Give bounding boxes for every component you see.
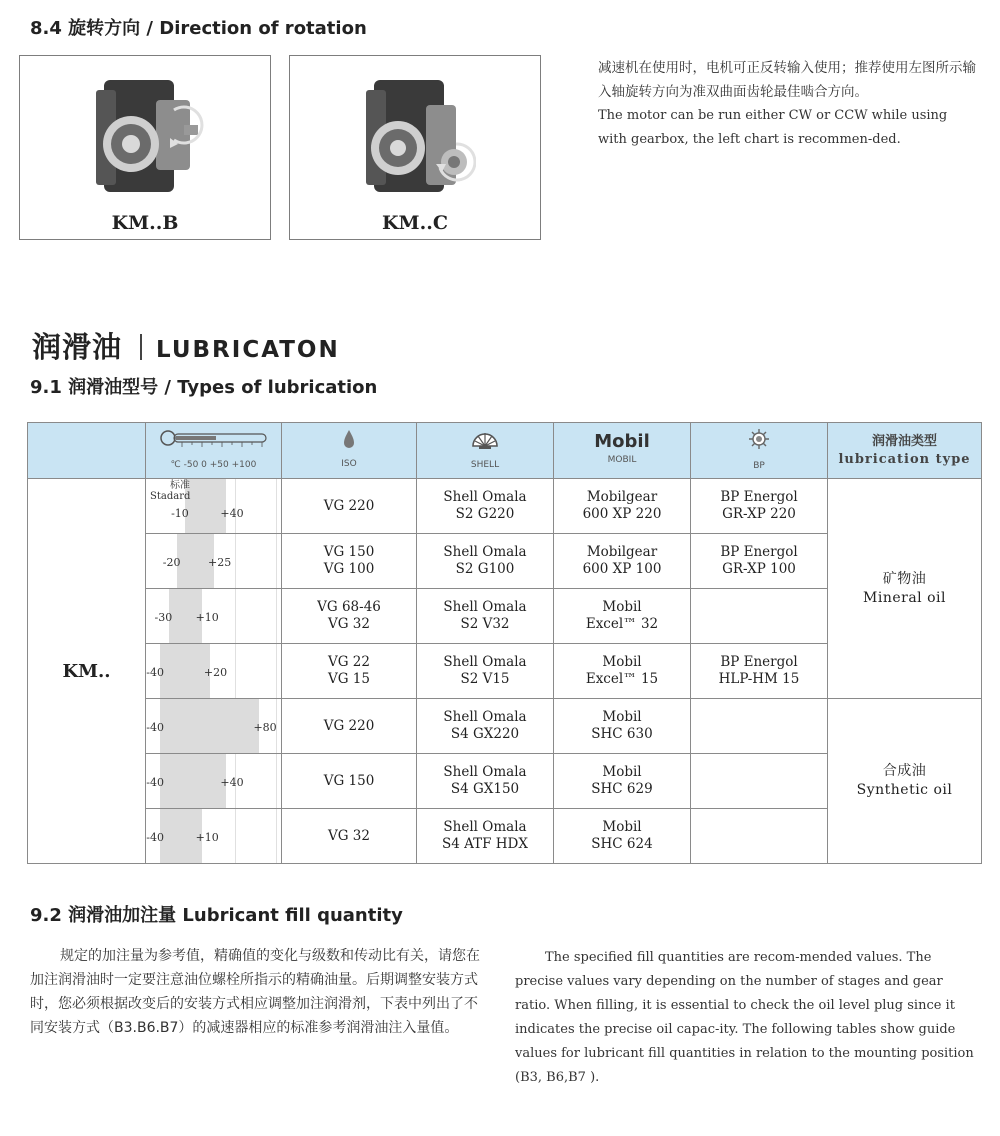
- mobil-cell: [554, 479, 691, 534]
- temperature-range-cell: [146, 534, 282, 589]
- shell-logo-icon: [470, 428, 500, 450]
- standard-label: [150, 480, 190, 502]
- model-cell: KM..: [28, 479, 146, 864]
- temperature-max-label: +10: [195, 831, 219, 844]
- iso-line: VG 150: [323, 772, 375, 789]
- iso-cell: [282, 644, 417, 699]
- header-iso-label: ISO: [341, 458, 357, 469]
- shell-line: S4 GX150: [450, 781, 520, 797]
- grid-line: [235, 589, 236, 643]
- image-caption: KM..B: [111, 212, 179, 234]
- temperature-range-cell: [146, 589, 282, 644]
- iso-cell: [282, 589, 417, 644]
- iso-line: VG 32: [327, 616, 370, 632]
- fill-text-cn: 规定的加注量为参考值，精确值的变化与级数和传动比有关，请您在加注润滑油时一定要注意油位螺栓所指示的精确油量。后期调整安装方式时，您必须根据改变后的安装方式相应调整加注润滑剂，下表中列出了不同安装方式（B3.B6.B7）的减速器相应的标准参考润滑油注入量值。: [30, 948, 480, 1036]
- mobil-line: SHC 629: [591, 781, 653, 797]
- table-header-row: [28, 423, 982, 479]
- image-caption: KM..C: [382, 212, 448, 234]
- header-shell: [417, 423, 554, 479]
- bp-cell: [691, 534, 828, 589]
- mobil-cell: [554, 644, 691, 699]
- thermometer-icon: [158, 428, 270, 450]
- bp-line: BP Energol: [720, 654, 798, 670]
- lubrication-type-cn: 矿物油: [882, 570, 927, 587]
- shell-cell: [417, 754, 554, 809]
- lubrication-heading: [32, 325, 340, 366]
- mobil-cell: [554, 809, 691, 864]
- divider: [140, 334, 142, 360]
- bp-line: GR-XP 220: [722, 506, 796, 522]
- mobil-line: SHC 630: [591, 726, 653, 742]
- mobil-line: Mobilgear: [586, 544, 658, 560]
- lubrication-type-cn: 合成油: [882, 763, 927, 779]
- header-iso: [282, 423, 417, 479]
- lubrication-type-cell: [828, 699, 982, 864]
- grid-line: [235, 644, 236, 698]
- shell-line: S2 G100: [455, 561, 515, 577]
- iso-cell: [282, 699, 417, 754]
- table-row: [28, 699, 982, 754]
- header-mobil-label: MOBIL: [607, 454, 637, 465]
- shell-cell: [417, 534, 554, 589]
- grid-line: [235, 809, 236, 863]
- gearbox-b-picture: [86, 70, 206, 205]
- temperature-min-label: -30: [154, 611, 173, 624]
- iso-line: VG 150: [323, 544, 375, 560]
- temperature-min-label: -40: [146, 831, 164, 844]
- temperature-range-cell: [146, 809, 282, 864]
- header-model: [28, 423, 146, 479]
- image-km-c: [289, 55, 541, 240]
- mobil-cell: [554, 589, 691, 644]
- temperature-max-label: +10: [195, 611, 219, 624]
- grid-line: [276, 644, 277, 698]
- bp-logo-icon: [747, 427, 771, 451]
- shell-line: S2 V15: [460, 671, 510, 687]
- temperature-max-label: +20: [203, 666, 228, 679]
- temperature-range-cell: [146, 754, 282, 809]
- header-shell-label: SHELL: [470, 459, 500, 470]
- shell-line: S2 V32: [460, 616, 510, 632]
- temperature-range-cell: [146, 479, 282, 534]
- shell-line: S4 GX220: [450, 726, 520, 742]
- shell-line: S4 ATF HDX: [441, 836, 528, 852]
- bp-line: BP Energol: [720, 544, 798, 560]
- iso-line: VG 220: [323, 717, 375, 734]
- mobil-cell: [554, 754, 691, 809]
- iso-line: VG 15: [327, 671, 370, 687]
- gearbox-c-picture: [356, 70, 476, 205]
- grid-line: [276, 809, 277, 863]
- bp-line: HLP-HM 15: [718, 671, 800, 687]
- lubrication-title-cn: 润滑油: [32, 330, 123, 364]
- iso-line: VG 68-46: [317, 599, 381, 615]
- lubrication-type-en: Mineral oil: [863, 589, 946, 606]
- shell-line: Shell Omala: [443, 709, 527, 725]
- temperature-min-label: -40: [146, 721, 164, 734]
- mobil-line: 600 XP 220: [582, 506, 662, 522]
- fill-text-en: The specified fill quantities are recom-mended values. The precise values vary depending on the number of stages and gear ratio. When filling, it is essential to check the oil level plug since it indicates the precise oil capac-ity. The following tables show guide values for lubricant fill quantities in relation to the mounting position (B3, B6,B7 ).: [515, 950, 974, 1085]
- bp-cell: [691, 589, 828, 644]
- iso-line: VG 22: [327, 654, 370, 670]
- temperature-max-label: +80: [253, 721, 277, 734]
- temperature-min-label: -40: [146, 776, 164, 789]
- temperature-band: [160, 699, 259, 753]
- temperature-min-label: -10: [171, 507, 189, 520]
- header-temperature: [146, 423, 282, 479]
- grid-line: [276, 479, 277, 533]
- shell-cell: [417, 699, 554, 754]
- temperature-scale: ℃ -50 0 +50 +100: [170, 459, 257, 470]
- mobil-line: SHC 624: [591, 836, 653, 852]
- header-type-cn: 润滑油类型: [871, 433, 937, 449]
- temperature-max-label: +40: [220, 507, 244, 520]
- grid-line: [235, 534, 236, 588]
- shell-line: S2 G220: [455, 506, 515, 522]
- shell-cell: [417, 644, 554, 699]
- lubrication-type-en: Synthetic oil: [856, 782, 953, 798]
- iso-line: VG 100: [323, 561, 375, 577]
- rotation-description: [598, 56, 978, 152]
- temperature-min-label: -20: [162, 556, 181, 569]
- table-row: [28, 479, 982, 534]
- bp-cell: [691, 479, 828, 534]
- grid-line: [276, 754, 277, 808]
- oil-drop-icon: [342, 429, 356, 449]
- iso-line: VG 220: [323, 497, 375, 514]
- mobil-cell: [554, 534, 691, 589]
- mobil-line: Excel™ 15: [585, 671, 659, 687]
- temperature-range-cell: [146, 699, 282, 754]
- mobil-line: Mobil: [602, 764, 642, 780]
- bp-line: BP Energol: [720, 489, 798, 505]
- grid-line: [276, 589, 277, 643]
- standard-label-en: Stadard: [150, 491, 191, 502]
- bp-cell: [691, 644, 828, 699]
- mobil-cell: [554, 699, 691, 754]
- standard-label-cn: 标准: [170, 480, 190, 491]
- mobil-line: Mobilgear: [586, 489, 658, 505]
- shell-cell: [417, 479, 554, 534]
- section-title-rotation: 8.4 旋转方向 / Direction of rotation: [30, 18, 367, 39]
- mobil-line: Mobil: [602, 654, 642, 670]
- iso-cell: [282, 479, 417, 534]
- temperature-min-label: -40: [146, 666, 164, 679]
- bp-cell: [691, 699, 828, 754]
- shell-cell: [417, 809, 554, 864]
- mobil-logo: Mobil: [594, 430, 650, 452]
- header-bp-label: BP: [753, 460, 765, 471]
- lubrication-type-cell: [828, 479, 982, 699]
- header-mobil: [554, 423, 691, 479]
- section-title-types: 9.1 润滑油型号 / Types of lubrication: [30, 377, 378, 398]
- shell-line: Shell Omala: [443, 819, 527, 835]
- mobil-line: Excel™ 32: [585, 616, 659, 632]
- iso-line: VG 32: [327, 827, 370, 844]
- header-type-en: lubrication type: [838, 451, 971, 467]
- lubrication-table: [27, 422, 982, 864]
- shell-line: Shell Omala: [443, 544, 527, 560]
- bp-line: GR-XP 100: [722, 561, 796, 577]
- mobil-line: Mobil: [602, 819, 642, 835]
- bp-cell: [691, 809, 828, 864]
- shell-line: Shell Omala: [443, 654, 527, 670]
- header-bp: [691, 423, 828, 479]
- rotation-text-cn: 减速机在使用时，电机可正反转输入使用；推荐使用左图所示输入轴旋转方向为准双曲面齿轮最佳啮合方向。: [598, 60, 976, 100]
- image-km-b: [19, 55, 271, 240]
- mobil-line: Mobil: [602, 599, 642, 615]
- section-title-fill: 9.2 润滑油加注量 Lubricant fill quantity: [30, 905, 403, 926]
- temperature-band: [160, 644, 210, 698]
- header-type: [828, 423, 982, 479]
- iso-cell: [282, 534, 417, 589]
- iso-cell: [282, 754, 417, 809]
- temperature-max-label: +25: [208, 556, 232, 569]
- shell-line: Shell Omala: [443, 599, 527, 615]
- temperature-range-cell: [146, 644, 282, 699]
- rotation-text-en: The motor can be run either CW or CCW while using with gearbox, the left chart is recommen-ded.: [598, 108, 948, 147]
- iso-cell: [282, 809, 417, 864]
- grid-line: [276, 534, 277, 588]
- shell-line: Shell Omala: [443, 764, 527, 780]
- bp-cell: [691, 754, 828, 809]
- mobil-line: Mobil: [602, 709, 642, 725]
- shell-cell: [417, 589, 554, 644]
- mobil-line: 600 XP 100: [582, 561, 662, 577]
- temperature-band: [160, 754, 226, 808]
- temperature-max-label: +40: [220, 776, 244, 789]
- lubrication-title-en: LUBRICATON: [156, 337, 340, 363]
- shell-line: Shell Omala: [443, 489, 527, 505]
